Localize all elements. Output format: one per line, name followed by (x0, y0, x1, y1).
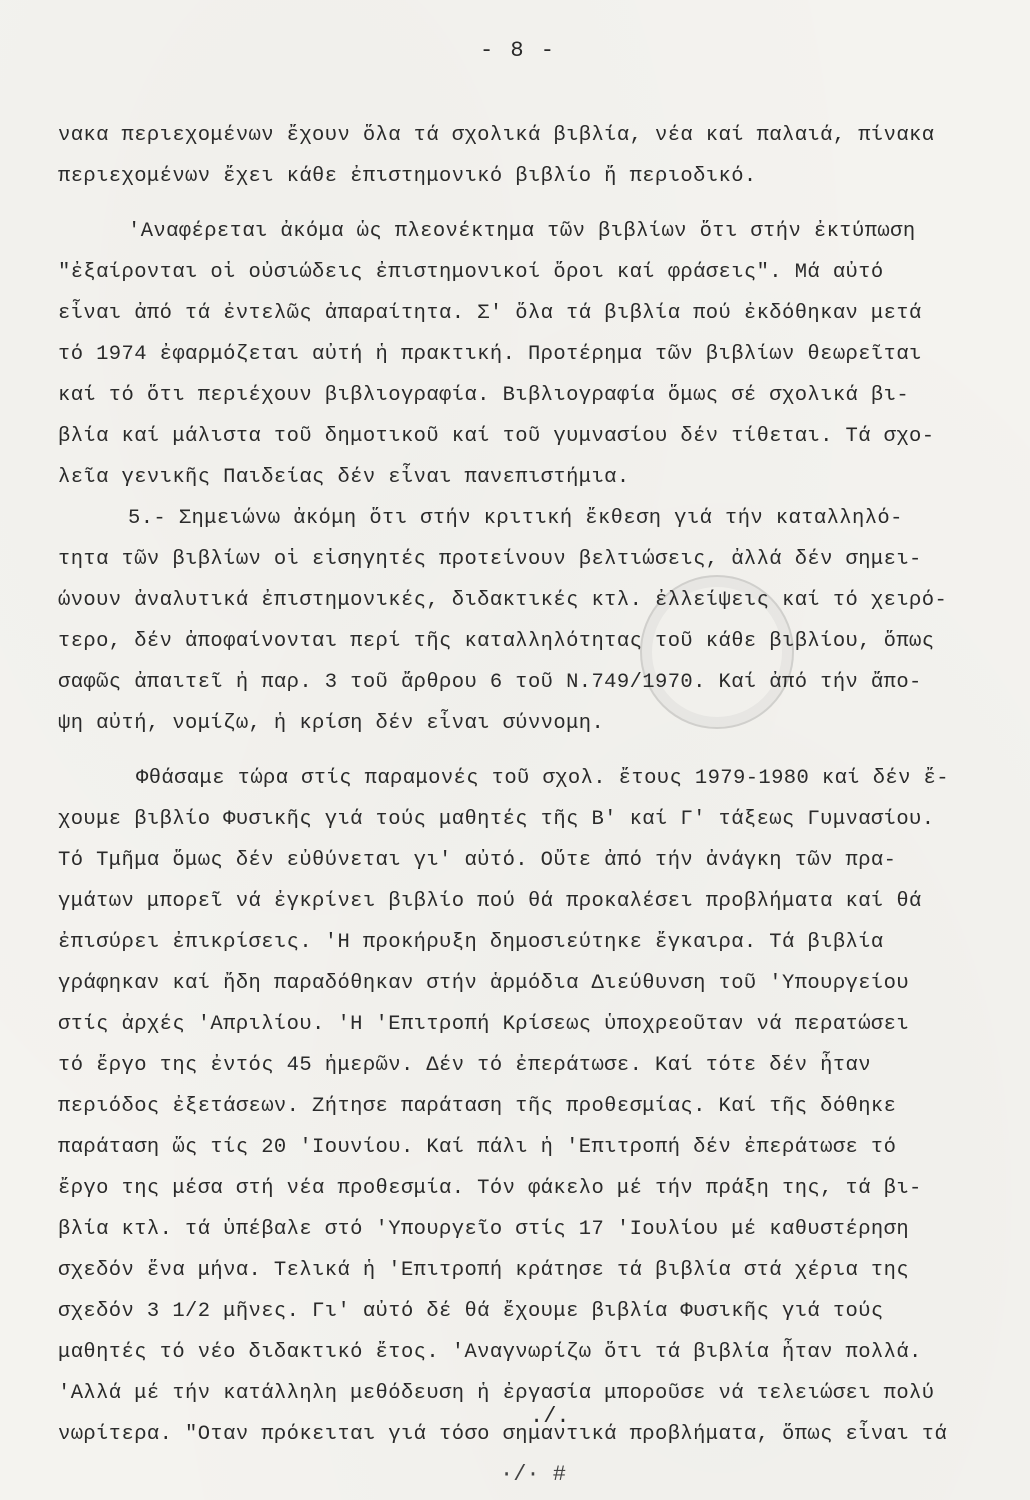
text-line: ἔργο της μέσα στή νέα προθεσμία. Τόν φάκελο μέ τήν πράξη της, τά βι- (58, 1177, 922, 1200)
text-line: τερο, δέν ἀποφαίνονται περί τῆς καταλληλότητας τοῦ κάθε βιβλίου, ὅπως (58, 630, 935, 653)
text-line: μαθητές τό νέο διδακτικό ἔτος. 'Αναγνωρίζω ὅτι τά βιβλία ἦταν πολλά. (58, 1341, 922, 1364)
paragraph-1 (58, 115, 1008, 197)
paragraph-3 (58, 498, 1008, 744)
footer-marks: ·/· # (500, 1462, 567, 1487)
text-line: χουμε βιβλίο Φυσικῆς γιά τούς μαθητές τῆς Β' καί Γ' τάξεως Γυμνασίου. (58, 808, 935, 831)
text-line: περιεχομένων ἔχει κάθε ἐπιστημονικό βιβλίο ἤ περιοδικό. (58, 165, 757, 188)
text-line: 'Αναφέρεται ἀκόμα ὡς πλεονέκτημα τῶν βιβλίων ὅτι στήν ἐκτύπωση (128, 220, 916, 243)
text-line: στίς ἀρχές 'Απριλίου. 'Η 'Επιτροπή Κρίσεως ὑποχρεοῦταν νά περατώσει (58, 1013, 910, 1036)
continuation-mark: ./. (530, 1404, 570, 1429)
text-line: βλία καί μάλιστα τοῦ δημοτικοῦ καί τοῦ γυμνασίου δέν τίθεται. Τά σχο- (58, 425, 935, 448)
text-line: βλία κτλ. τά ὑπέβαλε στό 'Υπουργεῖο στίς 17 'Ιουλίου μέ καθυστέρηση (58, 1218, 910, 1241)
text-line: νακα περιεχομένων ἔχουν ὅλα τά σχολικά βιβλία, νέα καί παλαιά, πίνακα (58, 124, 935, 147)
paragraph-4 (58, 758, 1008, 1455)
text-line: Φθάσαμε τώρα στίς παραμονές τοῦ σχολ. ἔτους 1979-1980 καί δέν ἔ- (136, 767, 949, 790)
text-line: εἶναι ἀπό τά ἐντελῶς ἀπαραίτητα. Σ' ὅλα τά βιβλία πού ἐκδόθηκαν μετά (58, 302, 922, 325)
text-line: ἐπισύρει ἐπικρίσεις. 'Η προκήρυξη δημοσιεύτηκε ἔγκαιρα. Τά βιβλία (58, 931, 884, 954)
text-line: τό ἔργο της ἐντός 45 ἡμερῶν. Δέν τό ἐπεράτωσε. Καί τότε δέν ἦταν (58, 1054, 871, 1077)
text-line: ώνουν ἀναλυτικά ἐπιστημονικές, διδακτικές κτλ. ἐλλείψεις καί τό χειρό- (58, 589, 948, 612)
text-line: περιόδος ἐξετάσεων. Ζήτησε παράταση τῆς προθεσμίας. Καί τῆς δόθηκε (58, 1095, 897, 1118)
text-line: 'Αλλά μέ τήν κατάλληλη μεθόδευση ἡ ἐργασία μποροῦσε νά τελειώσει πολύ (58, 1382, 935, 1405)
text-line: σχεδόν ἕνα μήνα. Τελικά ἡ 'Επιτροπή κράτησε τά βιβλία στά χέρια της (58, 1259, 910, 1282)
text-line: 5.- Σημειώνω ἀκόμη ὅτι στήν κριτική ἔκθεση γιά τήν καταλληλό- (128, 507, 903, 530)
text-line: τό 1974 ἐφαρμόζεται αὐτή ἡ πρακτική. Προτέρημα τῶν βιβλίων θεωρεῖται (58, 343, 922, 366)
text-line: σαφῶς ἀπαιτεῖ ἡ παρ. 3 τοῦ ἄρθρου 6 τοῦ Ν.749/1970. Καί ἀπό τήν ἄπο- (58, 671, 922, 694)
text-line: γράφηκαν καί ἤδη παραδόθηκαν στήν ἁρμόδια Διεύθυνση τοῦ 'Υπουργείου (58, 972, 910, 995)
text-line: καί τό ὅτι περιέχουν βιβλιογραφία. Βιβλιογραφία ὅμως σέ σχολικά βι- (58, 384, 910, 407)
text-line: λεῖα γενικῆς Παιδείας δέν εἶναι πανεπιστήμια. (58, 466, 630, 489)
text-line: τητα τῶν βιβλίων οἱ εἰσηγητές προτείνουν βελτιώσεις, ἀλλά δέν σημει- (58, 548, 922, 571)
page-number: - 8 - (480, 38, 557, 63)
document-body (58, 115, 1008, 1455)
text-line: Τό Τμῆμα ὅμως δέν εὐθύνεται γι' αὐτό. Οὔτε ἀπό τήν ἀνάγκη τῶν πρα- (58, 849, 897, 872)
text-line: παράταση ὥς τίς 20 'Ιουνίου. Καί πάλι ἡ 'Επιτροπή δέν ἐπεράτωσε τό (58, 1136, 897, 1159)
paragraph-2 (58, 211, 1008, 498)
text-line: σχεδόν 3 1/2 μῆνες. Γι' αὐτό δέ θά ἔχουμε βιβλία Φυσικῆς γιά τούς (58, 1300, 884, 1323)
text-line: γμάτων μπορεῖ νά ἐγκρίνει βιβλίο πού θά προκαλέσει προβλήματα καί θά (58, 890, 922, 913)
text-line: ψη αὐτή, νομίζω, ἡ κρίση δέν εἶναι σύννομη. (58, 712, 605, 735)
text-line: "ἐξαίρονται οἱ οὐσιώδεις ἐπιστημονικοί ὅροι καί φράσεις". Μά αὐτό (58, 261, 884, 284)
text-line: νωρίτερα. "Οταν πρόκειται γιά τόσο σημαντικά προβλήματα, ὅπως εἶναι τά (58, 1423, 948, 1446)
